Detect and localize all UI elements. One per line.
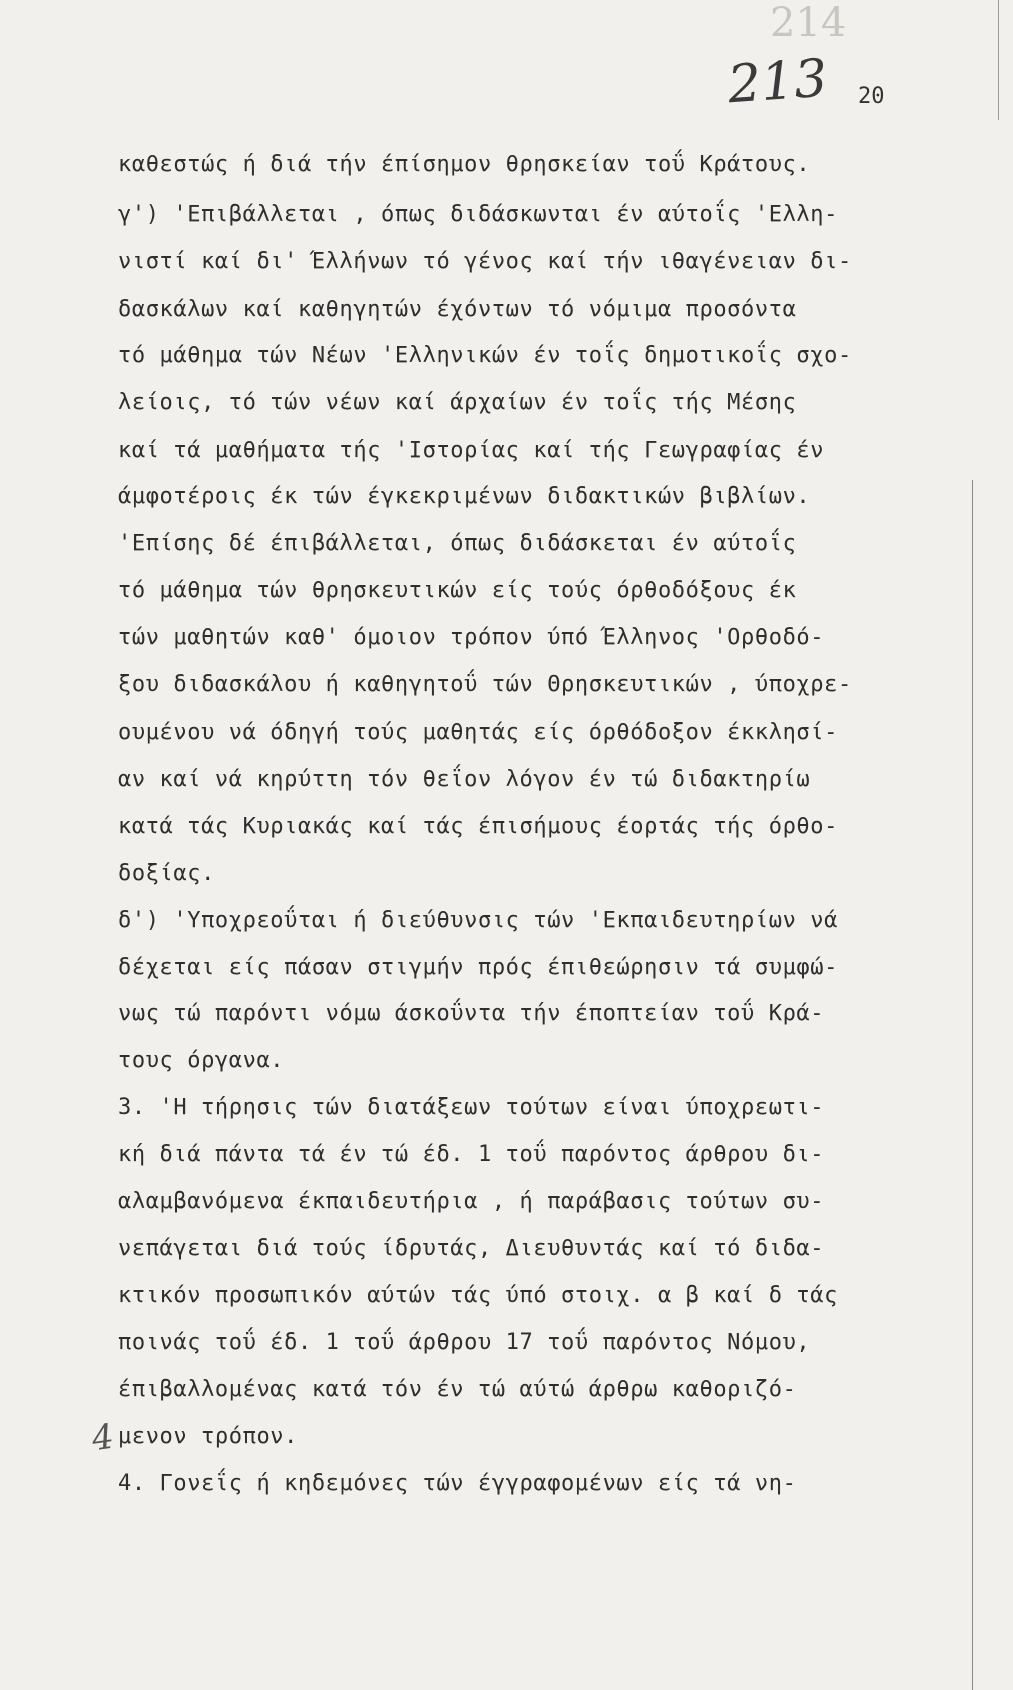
margin-rule — [972, 480, 973, 1690]
text-line: αν καί νά κηρύττη τόν θεΐον λόγον έν τώ διδακτηρίω — [118, 767, 811, 792]
text-line: κτικόν προσωπικόν αύτών τάς ύπό στοιχ. α β καί δ τάς — [118, 1283, 838, 1308]
text-line: τών μαθητών καθ' όμοιον τρόπον ύπό Έλληνος 'Ορθοδό- — [118, 625, 825, 650]
text-line: μενον τρόπον. — [118, 1424, 298, 1449]
text-line: νεπάγεται διά τούς ίδρυτάς, Διευθυντάς καί τό διδα- — [118, 1236, 825, 1261]
text-line: 4. Γονεΐς ή κηδεμόνες τών έγγραφομένων είς τά νη- — [118, 1471, 797, 1496]
text-line: ποινάς τοΰ έδ. 1 τοΰ άρθρου 17 τοΰ παρόντος Νόμου, — [118, 1330, 811, 1355]
text-line: καί τά μαθήματα τής 'Ιστορίας καί τής Γεωγραφίας έν — [118, 438, 825, 463]
handwritten-margin-mark: 4 — [89, 1416, 117, 1460]
text-line: δ') 'Υποχρεοΰται ή διεύθυνσις τών 'Εκπαιδευτηρίων νά — [118, 908, 838, 933]
text-line: δέχεται είς πάσαν στιγμήν πρός έπιθεώρησιν τά συμφώ- — [118, 955, 838, 980]
text-line: τό μάθημα τών Νέων 'Ελληνικών έν τοΐς δημοτικοΐς σχο- — [118, 343, 852, 368]
bleed-through-number: 214 — [770, 0, 847, 46]
text-line: άμφοτέροις έκ τών έγκεκριμένων διδακτικών βιβλίων. — [118, 484, 811, 509]
page-edge-rule — [998, 0, 999, 120]
text-line: δασκάλων καί καθηγητών έχόντων τό νόμιμα προσόντα — [118, 297, 797, 322]
text-line: καθεστώς ή διά τήν έπίσημον θρησκείαν τοΰ Κράτους. — [118, 152, 811, 177]
text-line: κατά τάς Κυριακάς καί τάς έπισήμους έορτάς τής όρθο- — [118, 814, 838, 839]
page-number: 20 — [858, 84, 885, 109]
text-line: γ') 'Επιβάλλεται , όπως διδάσκωνται έν αύτοΐς 'Ελλη- — [118, 202, 838, 227]
text-line: ξου διδασκάλου ή καθηγητοΰ τών Θρησκευτικών , ύποχρε- — [118, 672, 852, 697]
text-line: τους όργανα. — [118, 1048, 285, 1073]
handwritten-folio-number: 213 — [726, 48, 830, 116]
text-line: τό μάθημα τών θρησκευτικών είς τούς όρθοδόξους έκ — [118, 578, 797, 603]
text-line: δοξίας. — [118, 861, 215, 886]
text-line: κή διά πάντα τά έν τώ έδ. 1 τοΰ παρόντος άρθρου δι- — [118, 1142, 825, 1167]
text-line: αλαμβανόμενα έκπαιδευτήρια , ή παράβασις τούτων συ- — [118, 1189, 825, 1214]
text-line: 3. 'Η τήρησις τών διατάξεων τούτων είναι ύποχρεωτι- — [118, 1095, 825, 1120]
text-line: έπιβαλλομένας κατά τόν έν τώ αύτώ άρθρω καθοριζό- — [118, 1377, 797, 1402]
text-line: 'Επίσης δέ έπιβάλλεται, όπως διδάσκεται έν αύτοΐς — [118, 531, 797, 556]
text-line: λείοις, τό τών νέων καί άρχαίων έν τοΐς τής Μέσης — [118, 390, 797, 415]
text-line: ουμένου νά όδηγή τούς μαθητάς είς όρθόδοξον έκκλησί- — [118, 720, 838, 745]
text-line: νιστί καί δι' Έλλήνων τό γένος καί τήν ιθαγένειαν δι- — [118, 249, 852, 274]
text-line: νως τώ παρόντι νόμω άσκοΰντα τήν έποπτείαν τοΰ Κρά- — [118, 1001, 825, 1026]
